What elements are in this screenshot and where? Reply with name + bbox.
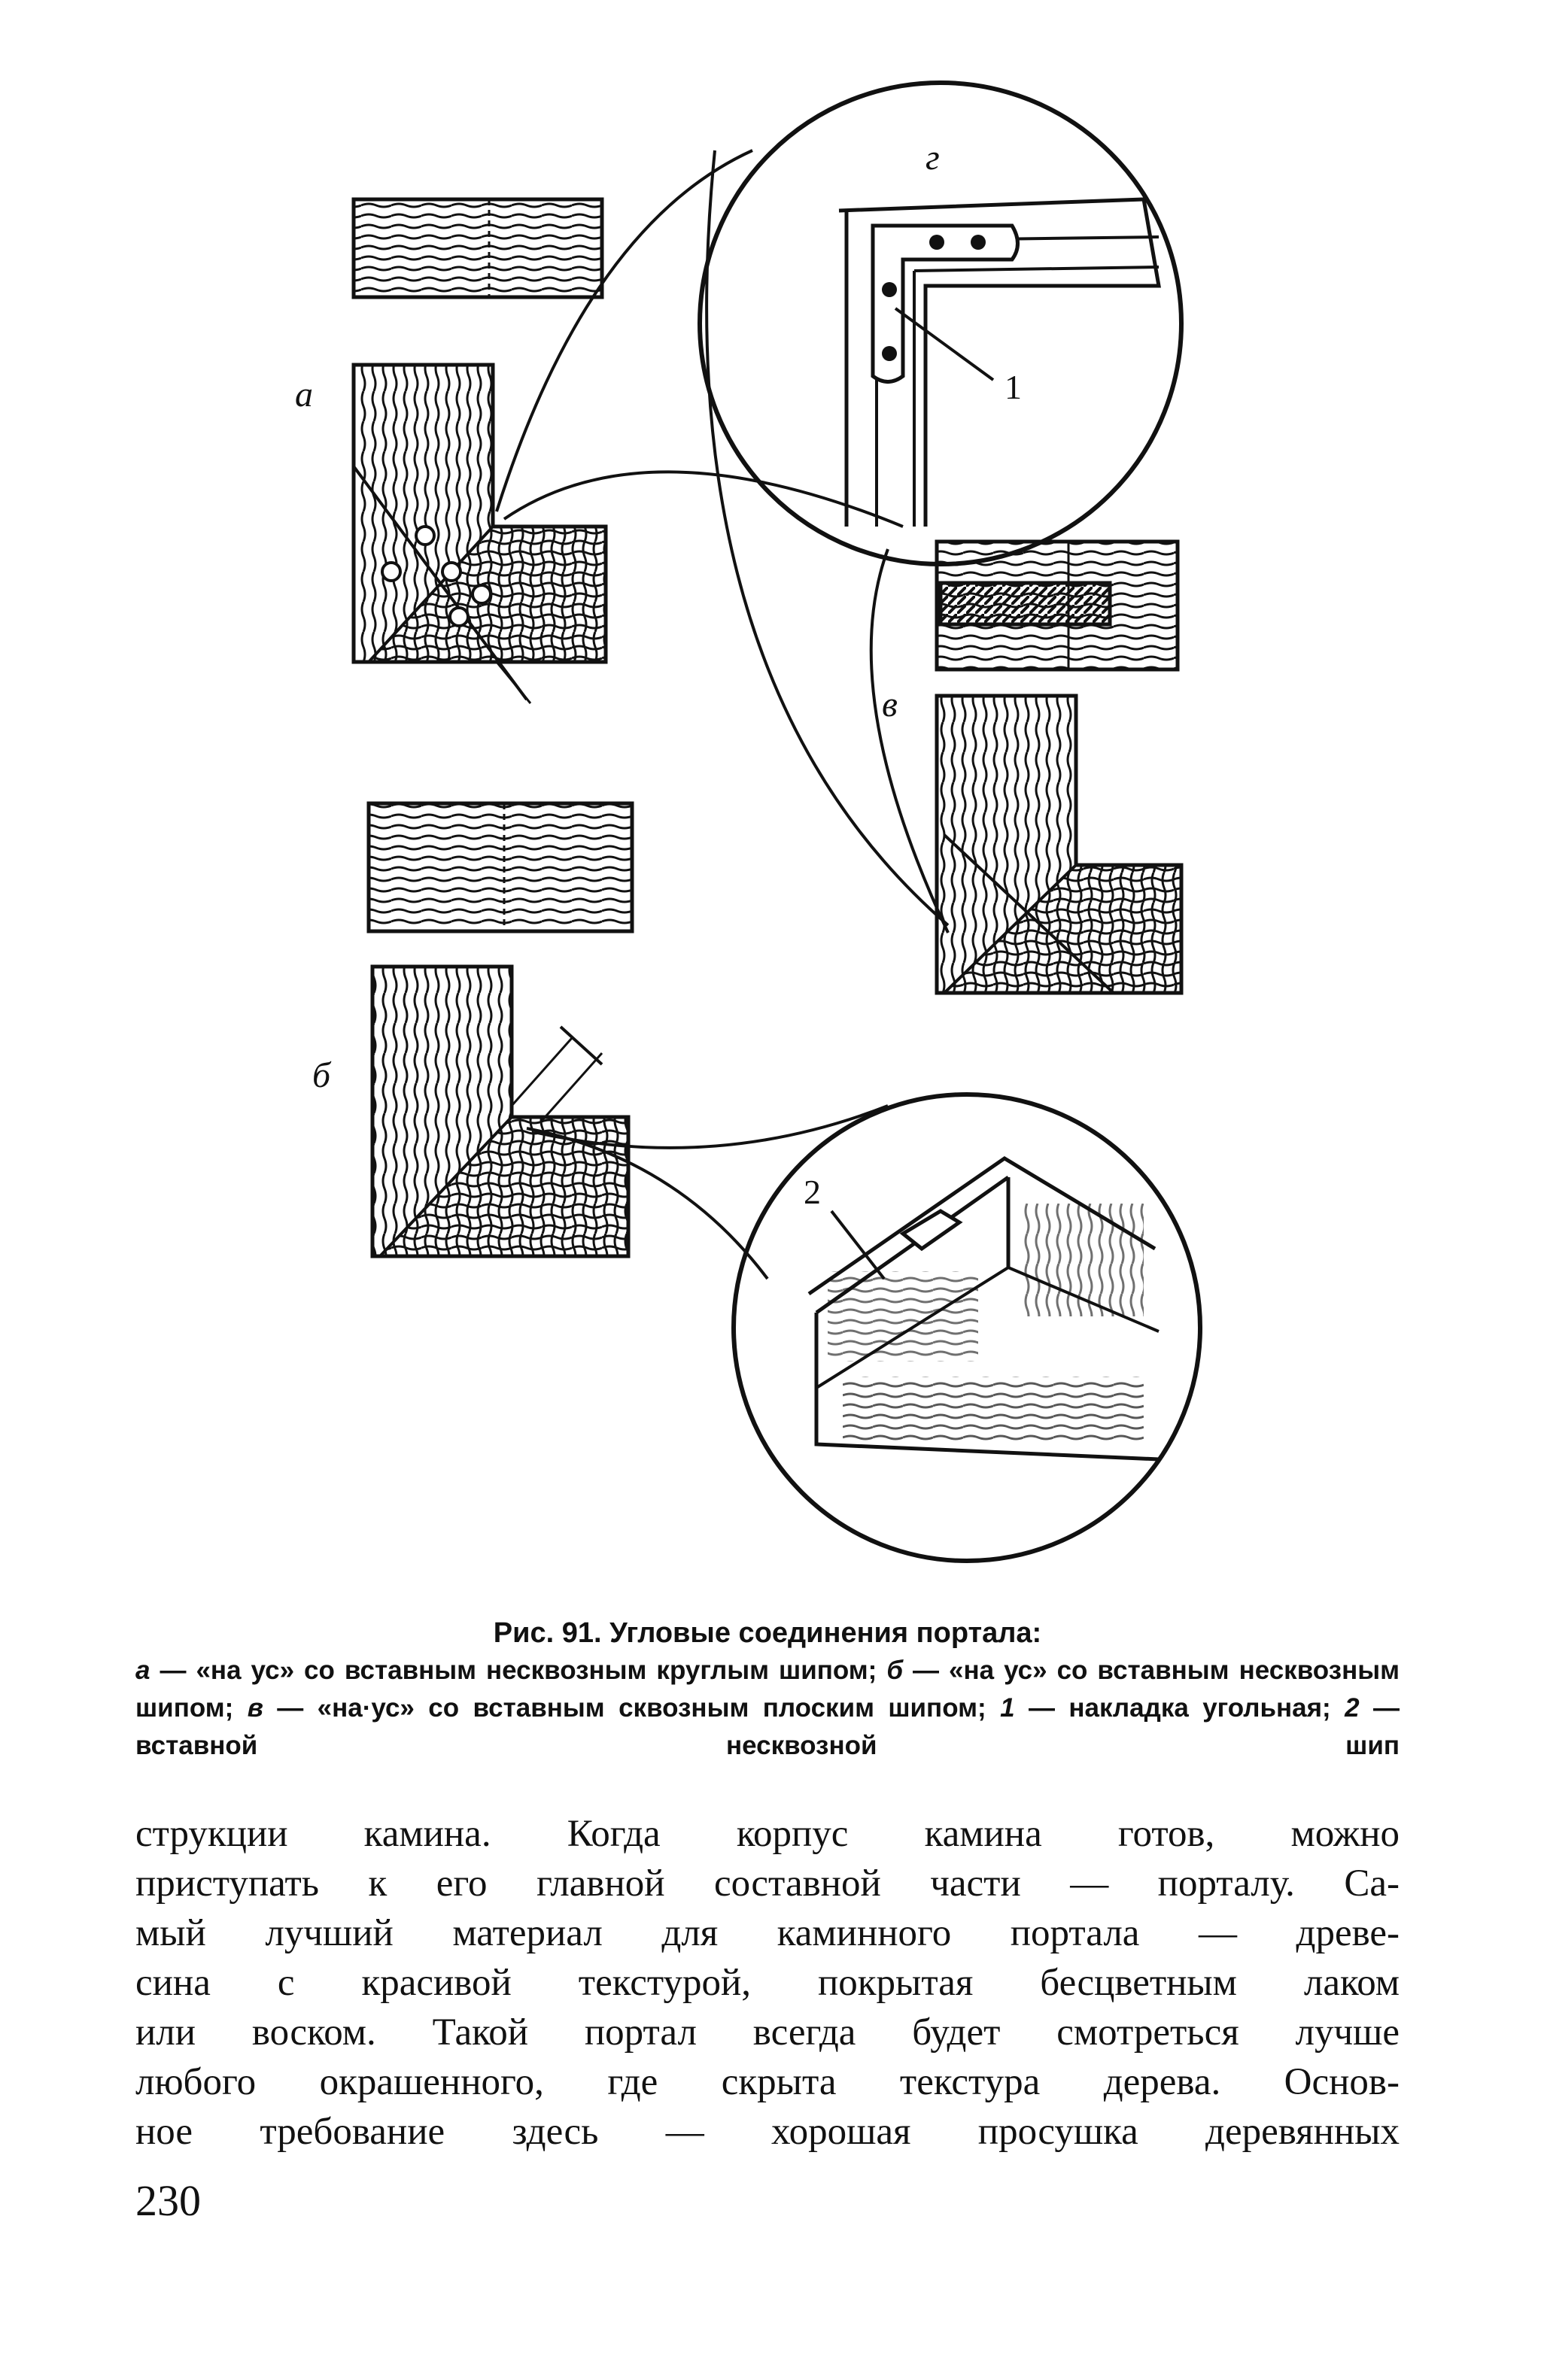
body-line: сина с красивой текстурой, покрытая бесцветным лаком bbox=[135, 1962, 1400, 2004]
detail-g-circle bbox=[700, 83, 1181, 564]
screw-hole bbox=[929, 235, 944, 250]
legend-item-1: 1 — накладка угольная; bbox=[1000, 1693, 1331, 1723]
legend-item-v: в — «на·ус» со вставным сквозным плоским шипом; bbox=[247, 1693, 986, 1723]
dowel-hole bbox=[442, 563, 460, 581]
dowel-hole bbox=[450, 608, 468, 626]
dowel-hole bbox=[416, 527, 434, 545]
dowel-hole bbox=[473, 585, 491, 603]
body-line: любого окрашенного, где скрыта текстура дерева. Основ- bbox=[135, 2061, 1400, 2103]
body-paragraph bbox=[135, 1809, 1400, 2157]
dowel-hole bbox=[382, 563, 400, 581]
joint-a-drawing bbox=[295, 199, 606, 703]
legend-item-a: а — «на ус» со вставным несквозным круглым шипом; bbox=[135, 1656, 877, 1685]
legend-item-b: б — «на ус» со вставным несквозным шипом; bbox=[135, 1656, 1400, 1723]
legend-item-2: 2 — вставной несквозной шип bbox=[135, 1693, 1400, 1760]
screw-hole bbox=[882, 282, 897, 297]
detail-b-circle bbox=[734, 1094, 1200, 1561]
joint-v-drawing bbox=[882, 542, 1181, 993]
body-line: приступать к его главной составной части — порталу. Са- bbox=[135, 1862, 1400, 1905]
label-2: 2 bbox=[804, 1173, 821, 1211]
label-1: 1 bbox=[1005, 368, 1022, 406]
joint-b-top-piece bbox=[369, 803, 632, 931]
screw-hole bbox=[882, 346, 897, 361]
label-a: а bbox=[295, 375, 313, 414]
body-line: или воском. Такой портал всегда будет смотреться лучше bbox=[135, 2011, 1400, 2054]
joint-a-top-piece bbox=[354, 199, 602, 297]
through-tenon bbox=[941, 583, 1110, 624]
label-g: г bbox=[926, 138, 940, 178]
label-v: в bbox=[882, 685, 898, 724]
body-line: струкции камина. Когда корпус камина готов, можно bbox=[135, 1813, 1400, 1855]
body-line: ное требование здесь — хорошая просушка деревянных bbox=[135, 2111, 1400, 2153]
body-line: мый лучший материал для каминного портала — древе- bbox=[135, 1912, 1400, 1954]
label-b: б bbox=[312, 1055, 331, 1095]
figure-caption bbox=[135, 1614, 1400, 1765]
page-number: 230 bbox=[135, 2176, 201, 2225]
joint-b-drawing bbox=[312, 803, 632, 1256]
caption-legend bbox=[135, 1652, 1400, 1765]
caption-title: Рис. 91. Угловые соединения портала: bbox=[493, 1617, 1042, 1649]
screw-hole bbox=[971, 235, 986, 250]
